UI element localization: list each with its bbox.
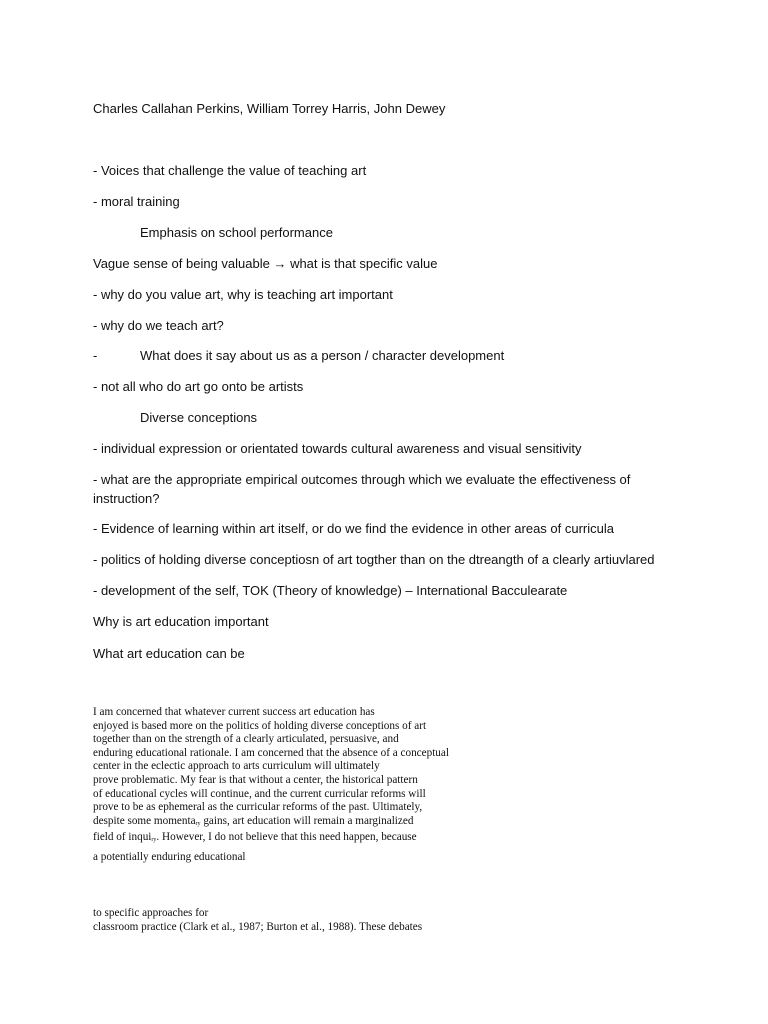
- note-what-can-be: What art education can be: [93, 646, 245, 661]
- note-not-all: - not all who do art go onto be artists: [93, 379, 304, 394]
- fragment-approaches: [93, 907, 513, 934]
- header-names: Charles Callahan Perkins, William Torrey Harris, John Dewey: [93, 101, 446, 116]
- note-tok: - development of the self, TOK (Theory of knowledge) – International Bacculearate: [93, 583, 568, 598]
- quote-line-inquiry-pre: field of inqui: [93, 831, 152, 844]
- note-character: [93, 346, 504, 365]
- note-evidence: - Evidence of learning within art itself, or do we find the evidence in other areas of curricula: [93, 521, 614, 536]
- quote-line-inquiry-sub: ry: [151, 837, 157, 844]
- quote-line: enduring educational rationale. I am concerned that the absence of a conceptual: [93, 746, 449, 759]
- note-why-value: - why do you value art, why is teaching art important: [93, 287, 393, 302]
- note-voices: - Voices that challenge the value of teaching art: [93, 163, 367, 178]
- quote-line: I am concerned that whatever current success art education has: [93, 706, 375, 718]
- note-vague-sense: Vague sense of being valuable → what is that specific value: [93, 256, 438, 271]
- quote-line: prove to be as ephemeral as the curricular reforms of the past. Ultimately,: [93, 801, 423, 814]
- quote-line-momentary-sub: ry: [195, 820, 201, 827]
- note-character-dash: -: [93, 348, 98, 363]
- quote-line-momentary-pre: despite some momenta: [93, 814, 196, 827]
- note-why-important: Why is art education important: [93, 614, 269, 629]
- quote-line: of educational cycles will continue, and the current curricular reforms will: [93, 787, 426, 800]
- fragment-approaches-line2: classroom practice (Clark et al., 1987; Burton et al., 1988). These debates: [93, 920, 423, 933]
- note-individual: - individual expression or orientated towards cultural awareness and visual sensitivity: [93, 441, 582, 456]
- note-character-text: What does it say about us as a person / character development: [140, 348, 505, 363]
- quote-block: [93, 706, 513, 848]
- note-moral-training: - moral training: [93, 194, 180, 209]
- note-empirical: - what are the appropriate empirical outcomes through which we evaluate the effectiveness of instruction?: [93, 472, 631, 506]
- note-politics: - politics of holding diverse conceptiosn of art togther than on the dtreangth of a clearly artiuvlared: [93, 552, 655, 567]
- quote-line: together than on the strength of a clearly articulated, persuasive, and: [93, 733, 399, 746]
- quote-line-momentary-post: gains, art education will remain a marginalized: [200, 814, 414, 827]
- quote-line-momentary: [93, 815, 513, 832]
- fragment-approaches-line1: to specific approaches for: [93, 907, 209, 919]
- note-why-teach: - why do we teach art?: [93, 318, 224, 333]
- note-diverse: Diverse conceptions: [140, 410, 258, 425]
- note-emphasis: Emphasis on school performance: [140, 225, 333, 240]
- quote-line-inquiry: [93, 831, 513, 848]
- quote-line: center in the eclectic approach to arts curriculum will ultimately: [93, 760, 380, 773]
- fragment-enduring: [93, 851, 513, 865]
- quote-line: prove problematic. My fear is that without a center, the historical pattern: [93, 773, 418, 786]
- fragment-enduring-text: a potentially enduring educational: [93, 851, 246, 863]
- quote-line-inquiry-post: . However, I do not believe that this need happen, because: [156, 831, 417, 844]
- quote-line: enjoyed is based more on the politics of holding diverse conceptions of art: [93, 719, 427, 732]
